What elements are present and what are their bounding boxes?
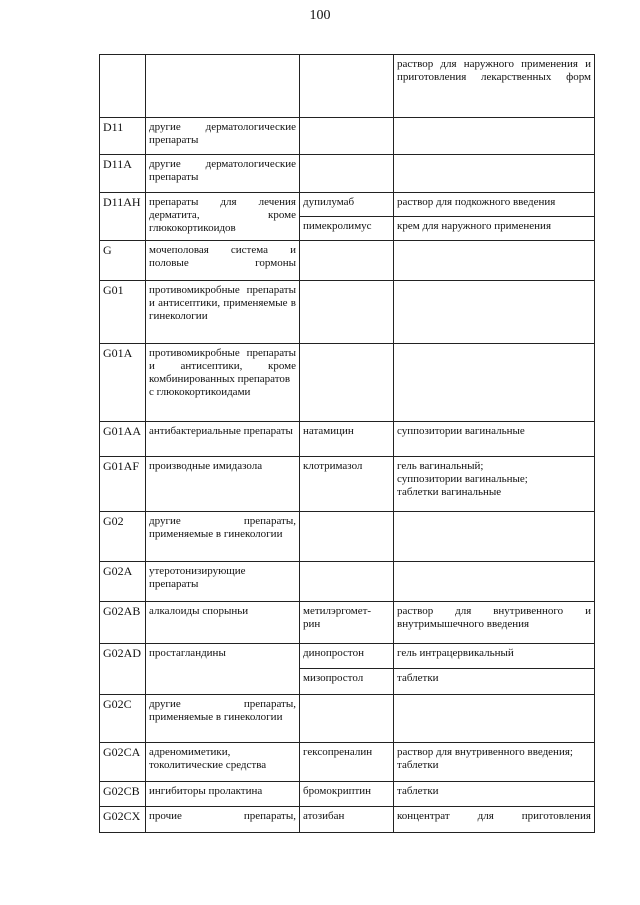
atc-code-cell: G01 xyxy=(100,281,146,344)
drug-name-cell: мизопростол xyxy=(300,669,394,695)
drug-name-cell: клотримазол xyxy=(300,457,394,512)
dosage-form-cell xyxy=(394,118,595,155)
group-name-cell xyxy=(146,55,300,118)
atc-code-cell: G02CX xyxy=(100,807,146,833)
dosage-form-cell: таблетки xyxy=(394,782,595,807)
dosage-form-cell xyxy=(394,155,595,193)
atc-code-cell: D11AH xyxy=(100,193,146,241)
atc-code-cell: G01AA xyxy=(100,422,146,457)
table-row xyxy=(100,155,595,193)
group-name-cell: противомикробные препараты и антисептики, применяемые в гинекологии xyxy=(146,281,300,344)
table-row xyxy=(100,422,595,457)
dosage-form-cell xyxy=(394,512,595,562)
group-name-cell: препараты для лечения дерматита, кроме глюкокортикоидов xyxy=(146,193,300,241)
drug-name-cell xyxy=(300,562,394,602)
drug-name-cell: пимекролимус xyxy=(300,217,394,241)
atc-code-cell xyxy=(100,55,146,118)
dosage-form-cell xyxy=(394,562,595,602)
table-row xyxy=(100,457,595,512)
dosage-form-cell: раствор для наружного применения и приготовления лекарственных форм xyxy=(394,55,595,118)
table-row xyxy=(100,807,595,833)
drug-name-cell: гексопреналин xyxy=(300,743,394,782)
drug-name-cell: атозибан xyxy=(300,807,394,833)
drug-name-cell xyxy=(300,118,394,155)
dosage-form-cell: гель вагинальный; суппозитории вагинальные; таблетки вагинальные xyxy=(394,457,595,512)
table-row xyxy=(100,695,595,743)
drug-name-cell xyxy=(300,344,394,422)
group-name-cell: производные имидазола xyxy=(146,457,300,512)
atc-code-cell: G xyxy=(100,241,146,281)
dosage-form-cell: суппозитории вагинальные xyxy=(394,422,595,457)
group-name-cell: утеротонизирующие препараты xyxy=(146,562,300,602)
table-row xyxy=(100,55,595,118)
page-number: 100 xyxy=(309,8,331,23)
atc-code-cell: G01A xyxy=(100,344,146,422)
dosage-form-cell xyxy=(394,695,595,743)
group-name-cell: другие дерматологические препараты xyxy=(146,155,300,193)
atc-code-cell: G02AB xyxy=(100,602,146,644)
table-row xyxy=(100,193,595,217)
drug-name-cell xyxy=(300,241,394,281)
table-row xyxy=(100,241,595,281)
table-row xyxy=(100,743,595,782)
atc-code-cell: D11 xyxy=(100,118,146,155)
table-row xyxy=(100,344,595,422)
drug-name-cell xyxy=(300,695,394,743)
atc-code-cell: D11A xyxy=(100,155,146,193)
dosage-form-cell xyxy=(394,241,595,281)
table-row xyxy=(100,602,595,644)
atc-code-cell: G02AD xyxy=(100,644,146,695)
drug-name-cell xyxy=(300,55,394,118)
dosage-form-cell xyxy=(394,281,595,344)
group-name-cell: антибактериальные препараты xyxy=(146,422,300,457)
dosage-form-cell: раствор для подкожного введения xyxy=(394,193,595,217)
table-row xyxy=(100,644,595,669)
dosage-form-cell: крем для наружного применения xyxy=(394,217,595,241)
dosage-form-cell: таблетки xyxy=(394,669,595,695)
atc-code-cell: G02CB xyxy=(100,782,146,807)
group-name-cell: другие препараты, применяемые в гинекологии xyxy=(146,512,300,562)
group-name-cell: другие препараты, применяемые в гинекологии xyxy=(146,695,300,743)
drug-name-cell: бромокриптин xyxy=(300,782,394,807)
drug-name-cell: динопростон xyxy=(300,644,394,669)
table-row xyxy=(100,281,595,344)
atc-code-cell: G02C xyxy=(100,695,146,743)
drug-name-cell: метилэргомет- рин xyxy=(300,602,394,644)
drug-name-cell xyxy=(300,281,394,344)
dosage-form-cell: гель интрацервикальный xyxy=(394,644,595,669)
group-name-cell: противомикробные препараты и антисептики, кроме комбинированных препаратов с глюкокортикоидами xyxy=(146,344,300,422)
group-name-cell: ингибиторы пролактина xyxy=(146,782,300,807)
atc-code-cell: G02CA xyxy=(100,743,146,782)
dosage-form-cell: концентрат для приготовления xyxy=(394,807,595,833)
dosage-form-cell: раствор для внутривенного введения; таблетки xyxy=(394,743,595,782)
atc-code-cell: G01AF xyxy=(100,457,146,512)
drug-name-cell: дупилумаб xyxy=(300,193,394,217)
group-name-cell: алкалоиды спорыньи xyxy=(146,602,300,644)
drug-name-cell xyxy=(300,512,394,562)
table-row xyxy=(100,782,595,807)
group-name-cell: простагландины xyxy=(146,644,300,695)
table-row xyxy=(100,562,595,602)
atc-code-cell: G02A xyxy=(100,562,146,602)
table-row xyxy=(100,118,595,155)
dosage-form-cell: раствор для внутривенного и внутримышечного введения xyxy=(394,602,595,644)
group-name-cell: прочие препараты, xyxy=(146,807,300,833)
group-name-cell: мочеполовая система и половые гормоны xyxy=(146,241,300,281)
atc-code-cell: G02 xyxy=(100,512,146,562)
drug-classification-table xyxy=(99,54,595,833)
table-row xyxy=(100,512,595,562)
drug-name-cell: натамицин xyxy=(300,422,394,457)
drug-name-cell xyxy=(300,155,394,193)
group-name-cell: адреномиметики, токолитические средства xyxy=(146,743,300,782)
dosage-form-cell xyxy=(394,344,595,422)
group-name-cell: другие дерматологические препараты xyxy=(146,118,300,155)
